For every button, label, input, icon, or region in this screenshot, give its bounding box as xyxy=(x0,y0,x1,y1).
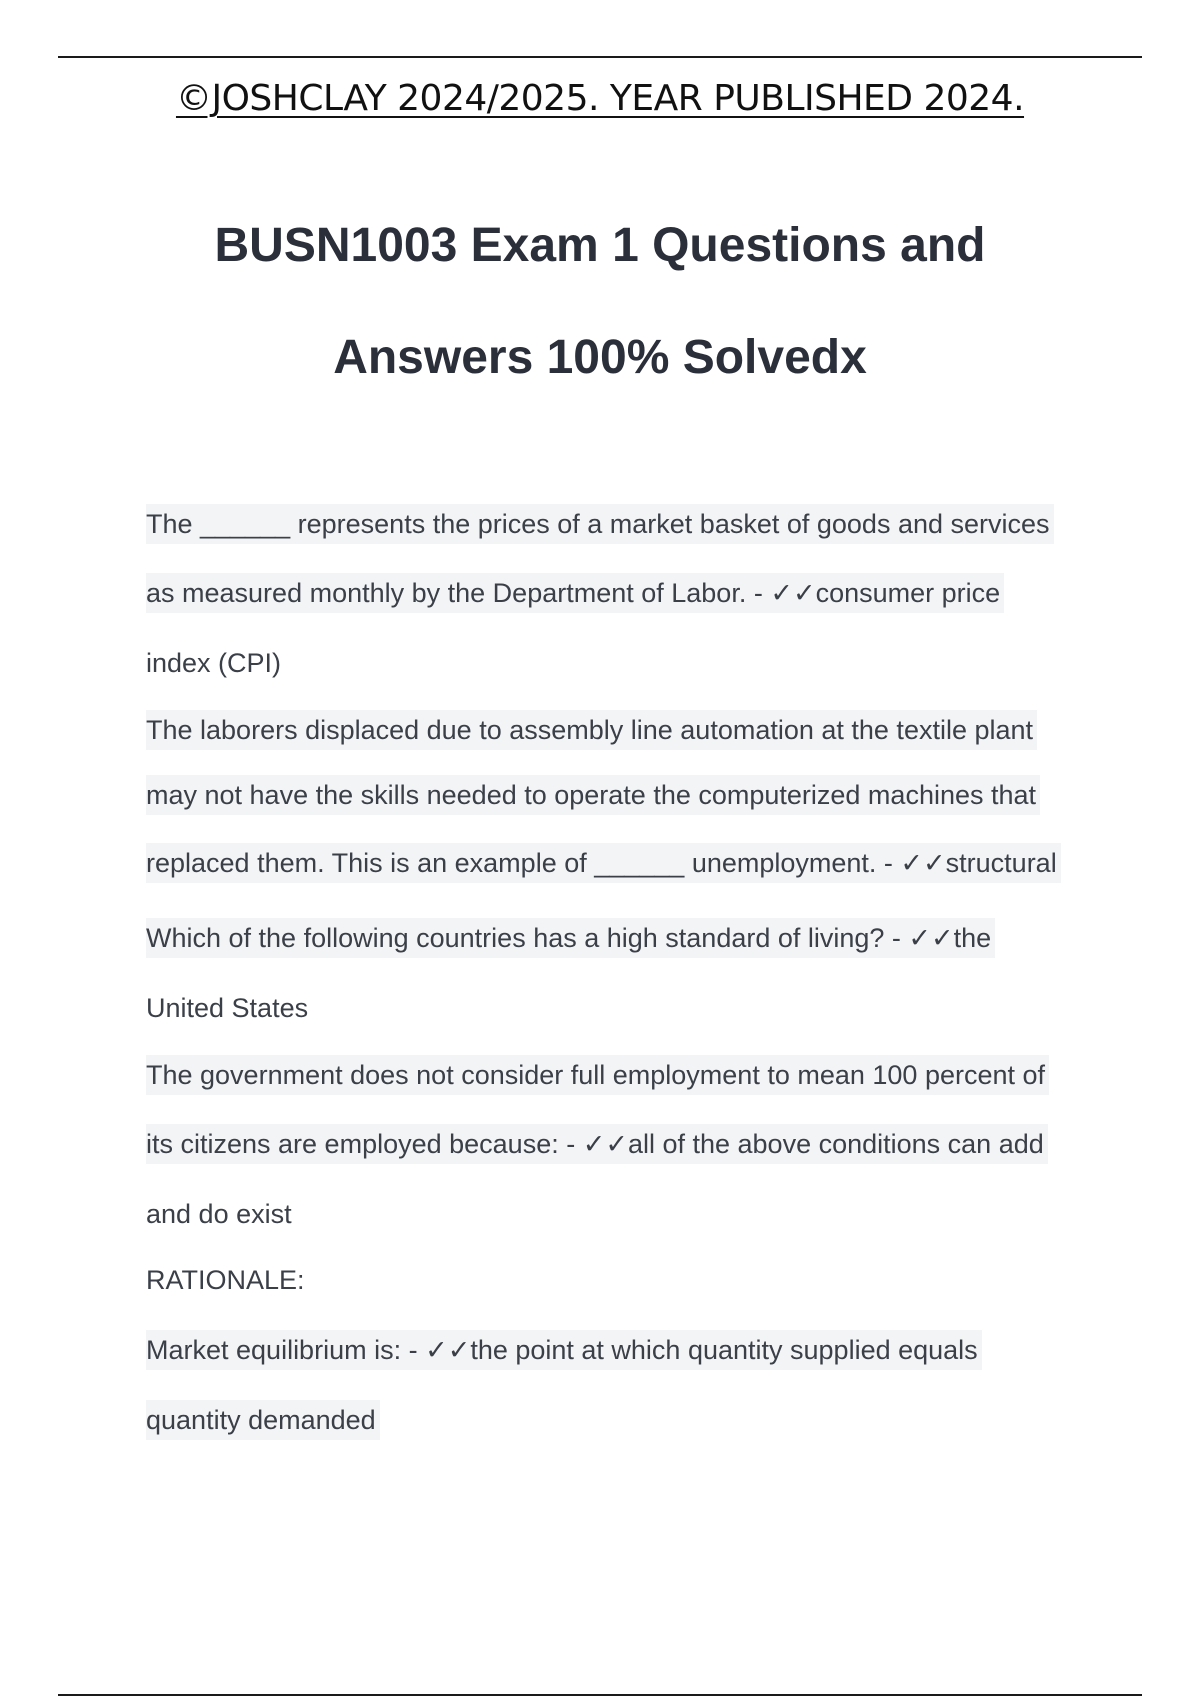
document-title-line-1: BUSN1003 Exam 1 Questions and xyxy=(214,219,986,272)
text-line: United States xyxy=(146,993,309,1023)
text-line: quantity demanded xyxy=(146,1400,380,1440)
text-line: Market equilibrium is: - ✓✓the point at which quantity supplied equals xyxy=(146,1330,982,1370)
text-line: The government does not consider full employment to mean 100 percent of xyxy=(146,1055,1049,1095)
copyright-header xyxy=(0,78,1200,119)
text-line: as measured monthly by the Department of Labor. - ✓✓consumer price xyxy=(146,573,1004,613)
text-line: replaced them. This is an example of ______ unemployment. - ✓✓structural xyxy=(146,843,1061,883)
copyright-text: ©JOSHCLAY 2024/2025. YEAR PUBLISHED 2024. xyxy=(175,78,1025,119)
text-line: its citizens are employed because: - ✓✓all of the above conditions can add xyxy=(146,1124,1048,1164)
text-line: The ______ represents the prices of a market basket of goods and services xyxy=(146,504,1054,544)
text-line: Which of the following countries has a high standard of living? - ✓✓the xyxy=(146,918,995,958)
document-title-line-2: Answers 100% Solvedx xyxy=(333,331,867,384)
text-line: index (CPI) xyxy=(146,648,282,678)
text-line: may not have the skills needed to operate the computerized machines that xyxy=(146,775,1040,815)
rationale-label: RATIONALE: xyxy=(146,1265,305,1295)
bottom-rule xyxy=(58,1694,1142,1696)
text-line: The laborers displaced due to assembly line automation at the textile plant xyxy=(146,710,1037,750)
top-rule xyxy=(58,56,1142,58)
text-line: and do exist xyxy=(146,1199,292,1229)
